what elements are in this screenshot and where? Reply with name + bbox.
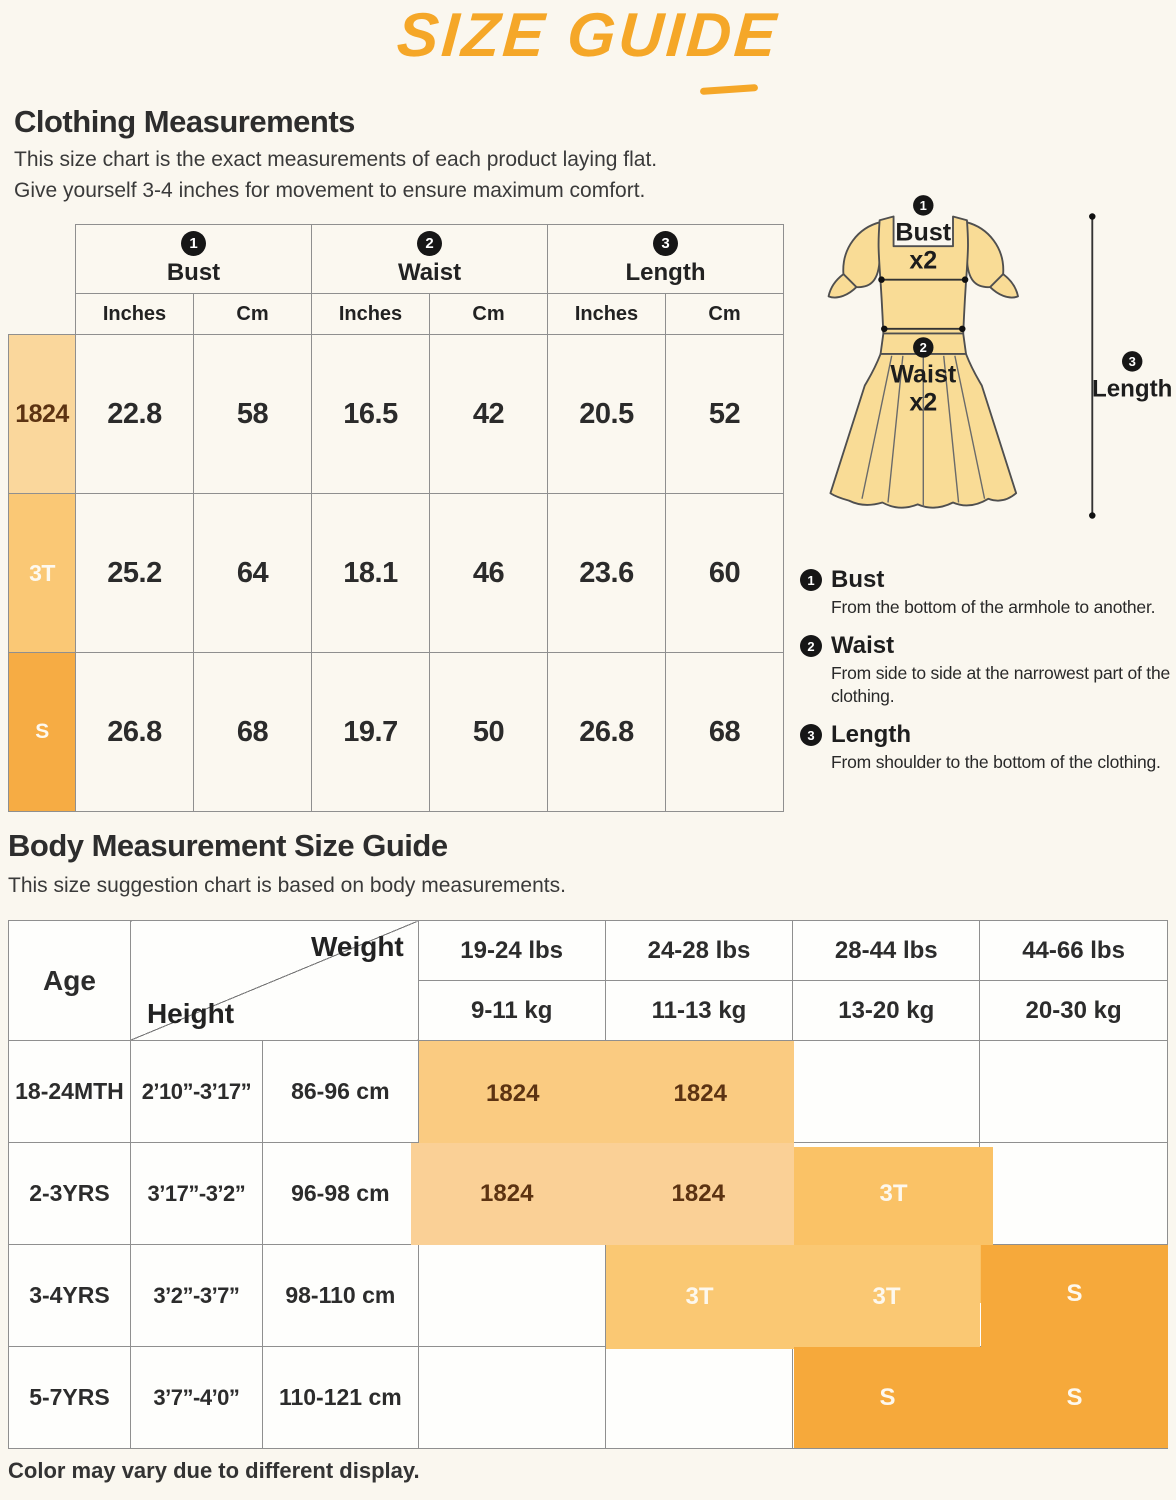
age-cell: 5-7YRS — [9, 1347, 131, 1449]
size-block-s-row4 — [794, 1347, 1168, 1448]
column-group-bust — [76, 225, 312, 294]
diagram-badge-2-number: 2 — [919, 340, 927, 356]
weight-kg-header: 9-11 kg — [418, 981, 605, 1041]
size-cell — [418, 1347, 605, 1449]
size-block-1824-row2 — [411, 1143, 794, 1245]
dress-left-sleeve — [843, 222, 880, 287]
bust-column-label: Bust — [166, 259, 221, 286]
diagram-length-label: Length — [1092, 375, 1173, 403]
size-cell — [980, 1041, 1168, 1143]
waist-column-label: Waist — [397, 259, 462, 286]
cell-waist-cm: 42 — [430, 335, 548, 494]
diagram-badge-1-number: 1 — [919, 198, 927, 213]
size-cell — [980, 1143, 1168, 1245]
cell-bust-cm: 68 — [194, 653, 312, 812]
unit-header: Inches — [548, 294, 666, 335]
size-block-label: 1824 — [486, 1079, 540, 1107]
diagram-bust-label: Bust — [895, 218, 952, 247]
definition-term: Bust — [831, 566, 885, 593]
clothing-measurements-description — [14, 144, 657, 206]
body-measurement-table — [8, 920, 1168, 1448]
cell-bust-in: 22.8 — [76, 335, 194, 494]
height-ft-cell: 3’2”-3’7” — [130, 1245, 262, 1347]
size-cell — [418, 1245, 605, 1347]
definition-description: From the bottom of the armhole to another. — [831, 597, 1156, 617]
size-label-1824: 1824 — [9, 335, 76, 494]
size-block-label: 3T — [685, 1283, 714, 1310]
size-block-label: 1824 — [671, 1180, 725, 1207]
number-badge-2: 2 — [800, 635, 822, 657]
diagram-waist-x2: x2 — [909, 388, 938, 417]
number-badge-3: 3 — [653, 231, 678, 256]
cell-waist-in: 16.5 — [312, 335, 430, 494]
height-cm-cell: 86-96 cm — [262, 1041, 418, 1143]
size-block-label: 1824 — [480, 1180, 534, 1207]
diagram-waist-label: Waist — [890, 360, 957, 389]
body-measurement-description: This size suggestion chart is based on body measurements. — [8, 874, 566, 897]
unit-header: Cm — [430, 294, 548, 335]
size-block-3t-row3 — [606, 1245, 980, 1349]
page-title: SIZE GUIDE — [394, 1, 782, 70]
cell-length-cm: 68 — [666, 653, 784, 812]
size-block-1824-row1 — [419, 1041, 794, 1146]
height-ft-cell: 2’10”-3’17” — [130, 1041, 262, 1143]
body-measurement-heading: Body Measurement Size Guide — [8, 828, 448, 863]
cell-length-cm: 52 — [666, 335, 784, 494]
weight-height-diagonal-header — [130, 921, 418, 1041]
weight-lbs-header: 44-66 lbs — [980, 921, 1168, 981]
column-group-length — [548, 225, 784, 294]
height-cm-cell: 96-98 cm — [262, 1143, 418, 1245]
size-block-label: S — [1066, 1383, 1083, 1411]
size-block-label: S — [879, 1383, 896, 1411]
length-measure-line — [1089, 213, 1096, 519]
unit-header: Inches — [312, 294, 430, 335]
height-ft-cell: 3’17”-3’2” — [130, 1143, 262, 1245]
weight-lbs-header: 24-28 lbs — [605, 921, 793, 981]
height-cm-cell: 110-121 cm — [262, 1347, 418, 1449]
cell-waist-in: 18.1 — [312, 494, 430, 653]
clothing-measurements-table — [8, 224, 784, 812]
number-badge-3: 3 — [800, 724, 822, 746]
table-corner-spacer — [9, 225, 76, 335]
height-header-label: Height — [146, 998, 235, 1029]
unit-header: Cm — [194, 294, 312, 335]
unit-header: Inches — [76, 294, 194, 335]
definition-waist — [800, 632, 1176, 708]
definition-bust — [800, 566, 1176, 619]
size-label-3t: 3T — [9, 494, 76, 653]
weight-lbs-header: 19-24 lbs — [418, 921, 605, 981]
cell-waist-in: 19.7 — [312, 653, 430, 812]
dress-right-sleeve — [966, 222, 1003, 287]
table-row-3t — [9, 494, 784, 653]
age-cell: 2-3YRS — [9, 1143, 131, 1245]
title-swash-decoration — [700, 84, 758, 95]
weight-header-label: Weight — [310, 931, 404, 962]
measurement-definitions — [800, 566, 1176, 787]
description-line-2: Give yourself 3-4 inches for movement to ensure maximum comfort. — [14, 179, 646, 202]
length-column-label: Length — [625, 259, 706, 286]
cell-bust-cm: 64 — [194, 494, 312, 653]
definition-description: From shoulder to the bottom of the clothing. — [831, 752, 1161, 772]
clothing-measurements-heading: Clothing Measurements — [14, 104, 355, 139]
definition-description: From side to side at the narrowest part of the clothing. — [831, 663, 1171, 706]
definition-term: Length — [831, 721, 911, 748]
size-block-label: 1824 — [673, 1079, 727, 1107]
cell-length-in: 23.6 — [548, 494, 666, 653]
table-row-s — [9, 653, 784, 812]
age-cell: 3-4YRS — [9, 1245, 131, 1347]
cell-waist-cm: 46 — [430, 494, 548, 653]
dress-measurement-diagram — [784, 194, 1174, 538]
size-cell — [605, 1347, 793, 1449]
table-row-1824 — [9, 335, 784, 494]
size-block-label: 3T — [879, 1180, 908, 1207]
weight-lbs-header: 28-44 lbs — [793, 921, 980, 981]
number-badge-2: 2 — [417, 231, 442, 256]
height-cm-cell: 98-110 cm — [262, 1245, 418, 1347]
diagram-badge-3-number: 3 — [1128, 354, 1136, 369]
height-ft-cell: 3’7”-4’0” — [130, 1347, 262, 1449]
cell-length-in: 26.8 — [548, 653, 666, 812]
definition-length — [800, 721, 1176, 774]
cell-waist-cm: 50 — [430, 653, 548, 812]
weight-kg-header: 13-20 kg — [793, 981, 980, 1041]
unit-header: Cm — [666, 294, 784, 335]
number-badge-1: 1 — [181, 231, 206, 256]
age-cell: 18-24MTH — [9, 1041, 131, 1143]
cell-bust-in: 25.2 — [76, 494, 194, 653]
size-block-label: S — [1066, 1280, 1083, 1307]
size-label-s: S — [9, 653, 76, 812]
column-group-waist — [312, 225, 548, 294]
cell-bust-in: 26.8 — [76, 653, 194, 812]
weight-kg-header: 11-13 kg — [605, 981, 793, 1041]
cell-bust-cm: 58 — [194, 335, 312, 494]
description-line-1: This size chart is the exact measurements of each product laying flat. — [14, 148, 658, 171]
diagram-bust-x2: x2 — [909, 246, 938, 275]
age-column-header: Age — [9, 921, 131, 1041]
definition-term: Waist — [831, 632, 895, 659]
size-cell — [793, 1041, 980, 1143]
color-disclaimer: Color may vary due to different display. — [8, 1458, 420, 1483]
cell-length-cm: 60 — [666, 494, 784, 653]
cell-length-in: 20.5 — [548, 335, 666, 494]
number-badge-1: 1 — [800, 569, 822, 591]
size-block-label: 3T — [872, 1283, 901, 1310]
weight-kg-header: 20-30 kg — [980, 981, 1168, 1041]
